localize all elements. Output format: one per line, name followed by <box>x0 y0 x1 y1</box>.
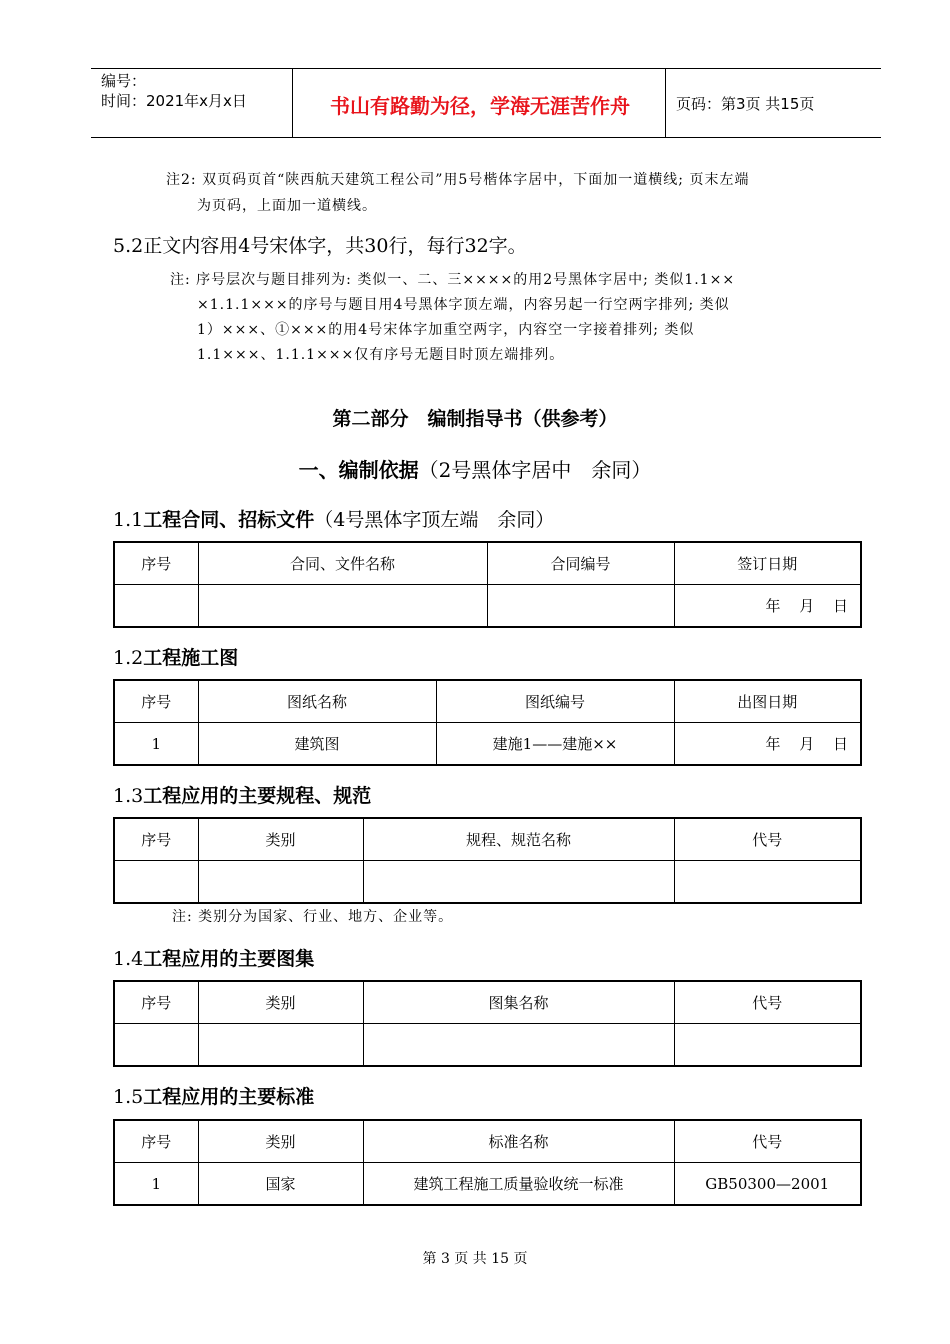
header-cell: 序号 <box>114 680 198 723</box>
table-cell <box>487 585 674 628</box>
table-cell-date: 年 月 日 <box>674 585 861 628</box>
subsection-title-main: 工程施工图 <box>143 647 239 669</box>
table-row <box>114 723 861 766</box>
table-header-row <box>114 818 861 861</box>
subsection-title-main: 工程应用的主要图集 <box>143 948 315 970</box>
header-cell: 代号 <box>674 1120 861 1163</box>
table-row <box>114 585 861 628</box>
table-cell <box>114 585 198 628</box>
note-3-line-4: 1.1×××、1.1.1×××仅有序号无题目时顶左端排列。 <box>197 347 565 363</box>
header-cell: 类别 <box>198 981 363 1024</box>
table-cell: 国家 <box>198 1163 363 1206</box>
header-cell: 签订日期 <box>674 542 861 585</box>
table-cell: 建筑工程施工质量验收统一标准 <box>363 1163 674 1206</box>
page-footer: 第 3 页 共 15 页 <box>422 1251 528 1267</box>
table-header-row <box>114 542 861 585</box>
header-cell: 出图日期 <box>674 680 861 723</box>
header-cell: 图纸编号 <box>436 680 674 723</box>
table-cell: GB50300—2001 <box>674 1163 861 1206</box>
header-cell: 规程、规范名称 <box>363 818 674 861</box>
table-row <box>114 861 861 904</box>
body-text-rule: 5.2正文内容用4号宋体字，共30行，每行32字。 <box>113 235 527 257</box>
table-cell: 建施1——建施×× <box>436 723 674 766</box>
subsection-1-5-title <box>113 1082 314 1109</box>
header-cell: 类别 <box>198 818 363 861</box>
table-row <box>114 1163 861 1206</box>
standards-table <box>113 1119 862 1206</box>
header-cell: 代号 <box>674 818 861 861</box>
subsection-title-note: （4号黑体字顶左端 余同） <box>314 509 555 531</box>
header-cell: 合同、文件名称 <box>198 542 487 585</box>
table-cell <box>198 585 487 628</box>
subsection-number: 1.3 <box>113 785 144 807</box>
table-row <box>114 1024 861 1067</box>
part-title: 第二部分 编制指导书（供参考） <box>332 408 618 430</box>
header-cell: 图纸名称 <box>198 680 436 723</box>
section-title-main: 一、编制依据 <box>298 458 419 482</box>
subsection-title-main: 工程应用的主要规程、规范 <box>143 785 372 807</box>
section-title-note: （2号黑体字居中 余同） <box>418 458 652 482</box>
header-cell: 序号 <box>114 981 198 1024</box>
table-cell <box>363 1024 674 1067</box>
subsection-1-2-title <box>113 643 238 670</box>
note-2-line-1: 注2: 双页码页首“陕西航天建筑工程公司”用5号楷体字居中，下面加一道横线; 页末左端 <box>166 172 750 188</box>
subsection-1-1-title <box>113 505 554 532</box>
header-cell: 图集名称 <box>363 981 674 1024</box>
table-cell <box>114 861 198 904</box>
subsection-title-main: 工程合同、招标文件 <box>143 509 315 531</box>
header-cell: 合同编号 <box>487 542 674 585</box>
header-cell: 序号 <box>114 1120 198 1163</box>
subsection-number: 1.2 <box>113 647 144 669</box>
table-header-row <box>114 680 861 723</box>
table-cell: 1 <box>114 1163 198 1206</box>
contracts-table <box>113 541 862 628</box>
codes-table <box>113 817 862 904</box>
header-cell: 序号 <box>114 542 198 585</box>
table-header-row <box>114 981 861 1024</box>
table-cell: 建筑图 <box>198 723 436 766</box>
header-divider <box>292 69 293 137</box>
subsection-1-4-title <box>113 944 314 971</box>
header-cell: 序号 <box>114 818 198 861</box>
header-page-label: 页码：第3页 共15页 <box>676 95 815 113</box>
header-motto: 书山有路勤为径，学海无涯苦作舟 <box>330 94 630 118</box>
header-cell: 标准名称 <box>363 1120 674 1163</box>
table-cell: 1 <box>114 723 198 766</box>
header-number-label: 编号： <box>101 72 147 90</box>
note-3-line-1: 注: 序号层次与题目排列为: 类似一、二、三××××的用2号黑体字居中; 类似1.1×× <box>170 272 736 288</box>
table-cell <box>674 861 861 904</box>
header-time-label: 时间：2021年x月x日 <box>101 92 247 110</box>
note-2-line-2: 为页码，上面加一道横线。 <box>197 198 377 214</box>
table-cell <box>114 1024 198 1067</box>
note-3-line-3: 1）×××、①×××的用4号宋体字加重空两字，内容空一字接着排列; 类似 <box>197 322 695 338</box>
subsection-number: 1.5 <box>113 1086 144 1108</box>
subsection-1-3-title <box>113 781 371 808</box>
subsection-number: 1.4 <box>113 948 144 970</box>
subsection-title-main: 工程应用的主要标准 <box>143 1086 315 1108</box>
subsection-number: 1.1 <box>113 509 144 531</box>
section-title <box>0 454 950 483</box>
table-cell <box>674 1024 861 1067</box>
table-cell-date: 年 月 日 <box>674 723 861 766</box>
table-header-row <box>114 1120 861 1163</box>
note-3-line-2: ×1.1.1×××的序号与题目用4号黑体字顶左端，内容另起一行空两字排列; 类似 <box>197 297 730 313</box>
table-cell <box>198 1024 363 1067</box>
header-cell: 类别 <box>198 1120 363 1163</box>
codes-table-note: 注: 类别分为国家、行业、地方、企业等。 <box>172 909 454 925</box>
table-cell <box>363 861 674 904</box>
page-header <box>91 68 881 138</box>
drawings-table <box>113 679 862 766</box>
header-divider <box>665 69 666 137</box>
table-cell <box>198 861 363 904</box>
header-meta <box>101 71 247 111</box>
header-cell: 代号 <box>674 981 861 1024</box>
atlas-table <box>113 980 862 1067</box>
